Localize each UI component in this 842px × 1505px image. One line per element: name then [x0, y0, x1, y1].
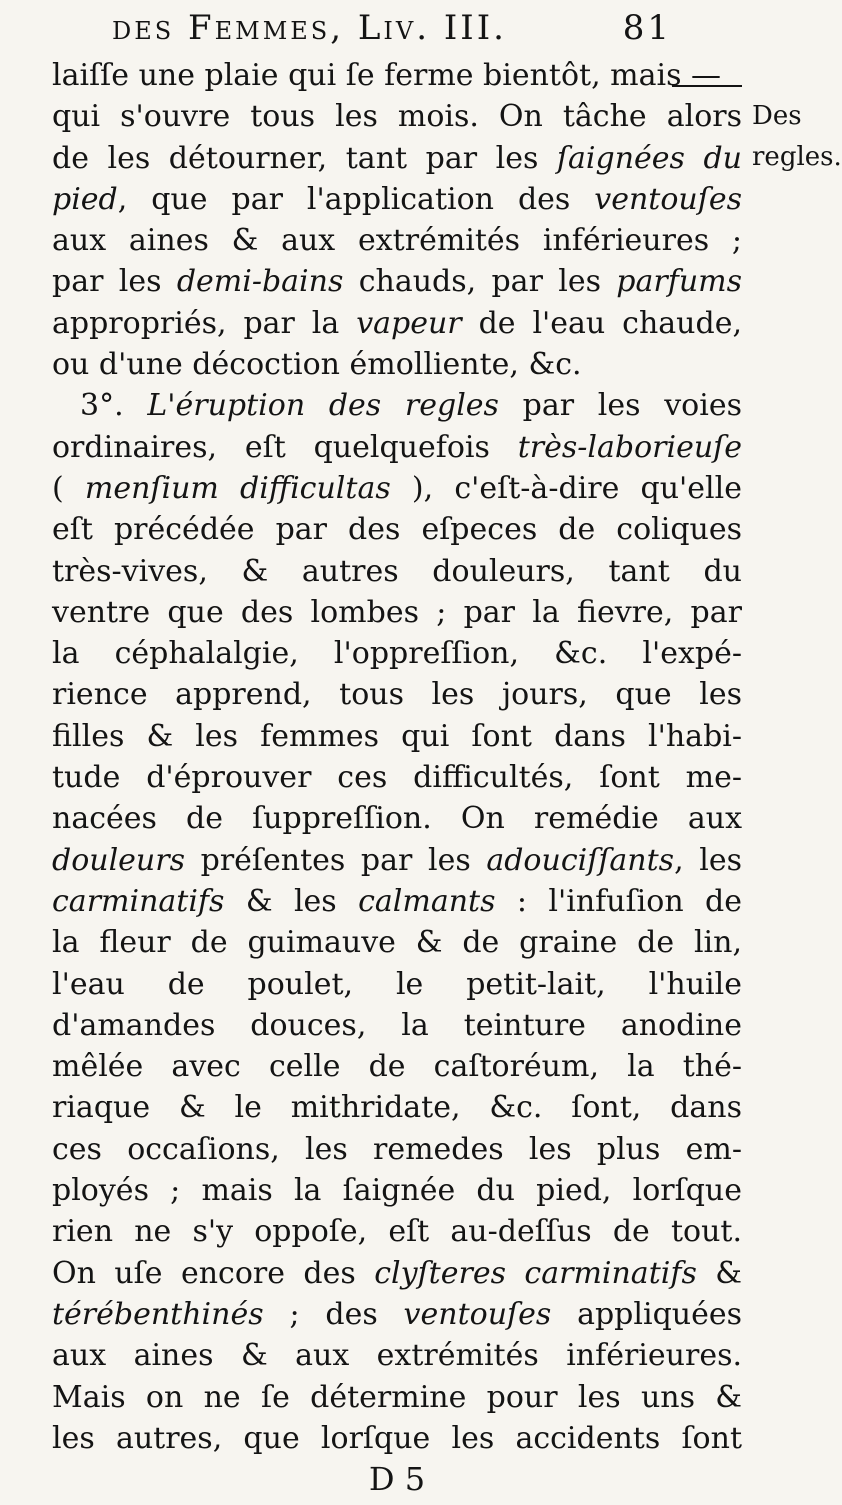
text-line: tude d'éprouver ces difficultés, ſont me- [52, 760, 742, 796]
text-line: la céphalalgie, l'oppreſſion, &c. l'expé- [52, 636, 742, 672]
text-line: Mais on ne ſe détermine pour les uns & [52, 1379, 742, 1415]
text-line: térébenthinés ; des ventouſes appliquées [52, 1296, 742, 1332]
text-line: ordinaires, eſt quelquefois très-laborieuſe [52, 429, 742, 465]
text-line: ( menſium difficultas ), c'eſt-à-dire qu'elle [52, 470, 742, 506]
text-line: douleurs préſentes par les adouciſſants, les [52, 842, 742, 878]
text-line: ou d'une décoction émolliente, &c. [52, 347, 582, 383]
text-line: eſt précédée par des eſpeces de coliques [52, 512, 742, 548]
text-line: d'amandes douces, la teinture anodine [52, 1007, 742, 1043]
text-line: laiſſe une plaie qui ſe ferme bientôt, mais — [52, 58, 722, 93]
text-line: filles & les femmes qui ſont dans l'habi- [52, 718, 742, 754]
page-header [112, 8, 672, 48]
margin-note-des: Des [752, 101, 802, 131]
text-line: l'eau de poulet, le petit-lait, l'huile [52, 966, 742, 1002]
text-line: appropriés, par la vapeur de l'eau chaude, [52, 305, 742, 341]
page-number: 81 [622, 8, 672, 48]
text-line: ces occaſions, les remedes les plus em- [52, 1131, 742, 1167]
text-line: très-vives, & autres douleurs, tant du [52, 553, 742, 589]
text-line: rience apprend, tous les jours, que les [52, 677, 742, 713]
text-line: de les détourner, tant par les ſaignées du [52, 140, 742, 176]
text-line: On uſe encore des clyſteres carminatifs & [52, 1255, 742, 1291]
text-line: pied, que par l'application des ventouſes [52, 181, 742, 217]
text-line: mêlée avec celle de caſtoréum, la thé- [52, 1049, 742, 1085]
text-line: nacées de ſuppreſſion. On remédie aux [52, 801, 742, 837]
text-line: ventre que des lombes ; par la fievre, par [52, 594, 742, 630]
text-line: rien ne s'y oppoſe, eſt au-deſſus de tout. [52, 1214, 742, 1250]
text-line: les autres, que lorſque les accidents ſont [52, 1420, 742, 1456]
text-line: aux aines & aux extrémités inférieures. [52, 1338, 742, 1374]
body-text [52, 55, 742, 1500]
text-line: la fleur de guimauve & de graine de lin, [52, 925, 742, 961]
signature-mark: D 5 [368, 1460, 426, 1499]
running-title: des Femmes, Liv. III. [112, 8, 507, 48]
text-line: ployés ; mais la ſaignée du pied, lorſque [52, 1173, 742, 1209]
text-line: qui s'ouvre tous les mois. On tâche alors [52, 99, 742, 135]
margin-note-regles: regles. [752, 142, 842, 172]
text-line: carminatifs & les calmants : l'infuſion de [52, 883, 743, 919]
text-line: par les demi-bains chauds, par les parfums [52, 264, 742, 300]
text-line: 3°. L'éruption des regles par les voies [80, 388, 742, 424]
text-line: aux aines & aux extrémités inférieures ; [52, 223, 742, 259]
text-line: riaque & le mithridate, &c. ſont, dans [52, 1090, 742, 1126]
